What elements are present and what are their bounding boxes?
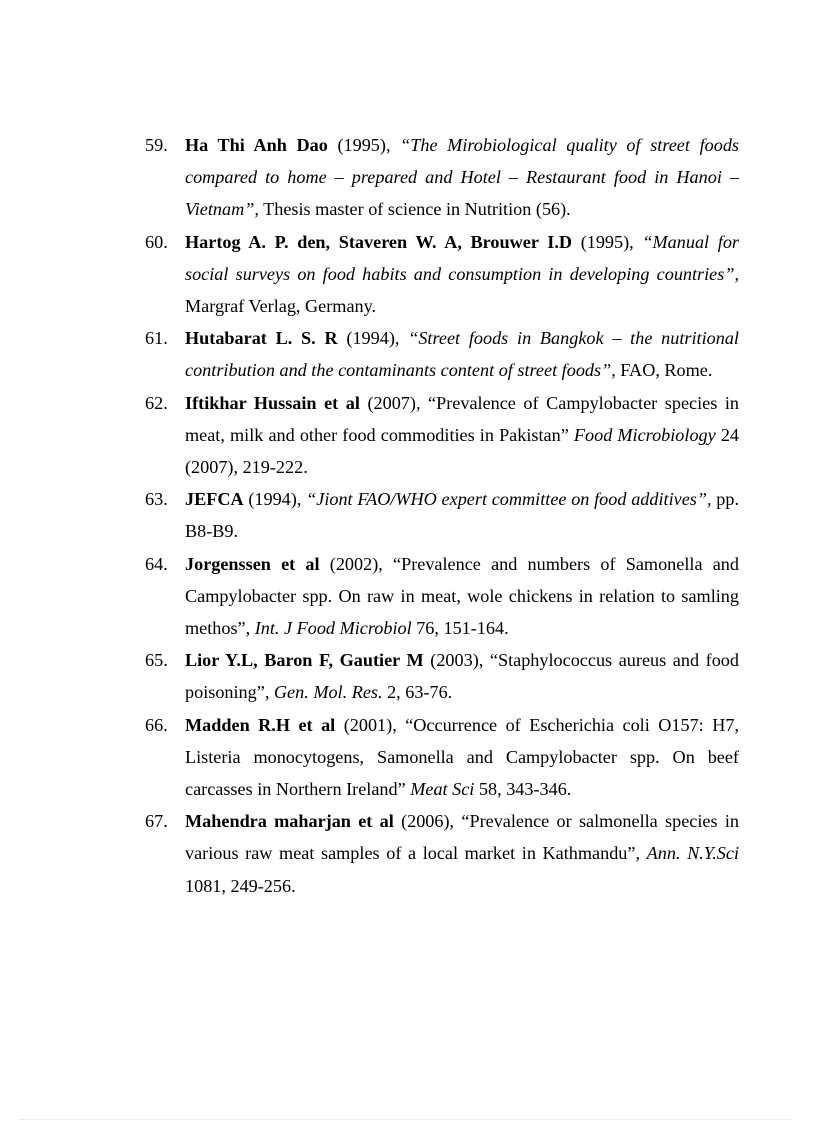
- reference-title: Gen. Mol. Res.: [273, 682, 383, 703]
- reference-title: “Manual for social surveys on food habits and consumption in developing countries”,: [185, 231, 739, 284]
- reference-title: “The Mirobiological quality of street foods compared to home – prepared and Hotel – Restaurant food in Hanoi – Vietnam”,: [185, 135, 739, 220]
- reference-title: Int. J Food Microbiol: [254, 618, 412, 639]
- reference-text: 58, 343-346.: [474, 779, 572, 800]
- reference-text: 1081, 249-256.: [185, 875, 296, 896]
- reference-number: 65.: [145, 650, 168, 671]
- reference-item: [145, 548, 739, 645]
- reference-author: Madden R.H et al: [185, 714, 336, 735]
- reference-number: 61.: [145, 328, 168, 349]
- reference-item: [145, 322, 739, 386]
- reference-item: [145, 387, 739, 484]
- reference-number: 62.: [145, 392, 168, 413]
- reference-text: (2003), “Staphylococcus aureus and food poisoning”,: [185, 650, 739, 703]
- reference-title: “Jiont FAO/WHO expert committee on food additives”,: [306, 489, 712, 510]
- reference-text: 24 (2007), 219-222.: [185, 424, 740, 478]
- reference-item: [145, 709, 739, 806]
- reference-text: Margraf Verlag, Germany.: [185, 296, 377, 317]
- reference-author: Iftikhar Hussain et al: [185, 392, 360, 413]
- reference-text: (1995),: [572, 231, 643, 252]
- reference-author: Ha Thi Anh Dao: [185, 135, 328, 155]
- reference-text: pp. B8-B9.: [185, 489, 739, 542]
- reference-number: 59.: [145, 135, 168, 155]
- reference-number: 63.: [145, 489, 168, 510]
- reference-item: [145, 226, 739, 323]
- reference-author: JEFCA: [185, 489, 244, 510]
- reference-text: 76, 151-164.: [411, 618, 509, 639]
- reference-text: Thesis master of science in Nutrition (56).: [258, 199, 571, 220]
- reference-title: Ann. N.Y.Sci: [646, 843, 739, 864]
- reference-title: Food Microbiology: [573, 424, 716, 445]
- reference-author: Jorgenssen et al: [185, 553, 320, 574]
- reference-author: Lior Y.L, Baron F, Gautier M: [185, 650, 424, 671]
- reference-author: Mahendra maharjan et al: [185, 811, 394, 832]
- reference-text: (2002), “Prevalence and numbers of Samonella and Campylobacter spp. On raw in meat, wole chickens in relation to samling methos”,: [185, 553, 739, 639]
- reference-item: [145, 805, 739, 902]
- reference-item: [145, 129, 739, 226]
- page-bottom-border: [20, 1119, 790, 1120]
- reference-number: 60.: [145, 231, 168, 252]
- reference-list: [145, 129, 739, 902]
- reference-author: Hartog A. P. den, Staveren W. A, Brouwer I.D: [185, 231, 573, 252]
- reference-text: (1994),: [337, 328, 409, 349]
- reference-title: Meat Sci: [410, 779, 475, 800]
- reference-text: (2001), “Occurrence of Escherichia coli O157: H7, Listeria monocytogens, Samonella and Campylobacter spp. On beef carcasses in Northern Ireland”: [185, 714, 739, 800]
- reference-number: 67.: [145, 811, 168, 832]
- reference-text: (2006), “Prevalence or salmonella species in various raw meat samples of a local market in Kathmandu”,: [185, 811, 739, 864]
- reference-number: 66.: [145, 714, 168, 735]
- reference-number: 64.: [145, 553, 168, 574]
- reference-text: 2, 63-76.: [382, 682, 453, 703]
- reference-item: [145, 483, 739, 547]
- reference-item: [145, 644, 739, 708]
- reference-title: “Street foods in Bangkok – the nutritional contribution and the contaminants content of street foods”,: [185, 328, 739, 381]
- reference-text: (2007), “Prevalence of Campylobacter species in meat, milk and other food commodities in Pakistan”: [185, 392, 739, 445]
- reference-author: Hutabarat L. S. R: [185, 328, 338, 349]
- reference-text: FAO, Rome.: [615, 360, 713, 381]
- reference-text: (1995),: [327, 135, 401, 155]
- reference-text: (1994),: [243, 489, 307, 510]
